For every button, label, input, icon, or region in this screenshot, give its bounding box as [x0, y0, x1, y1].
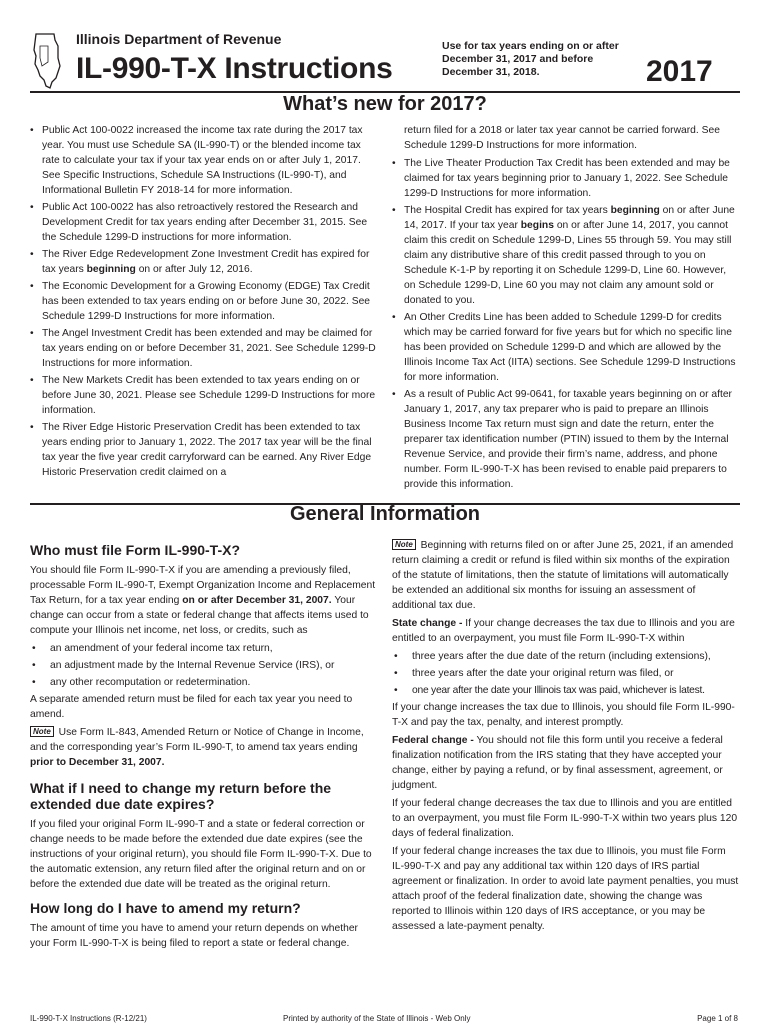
list-item: • three years after the date your original return was filed, or	[392, 666, 740, 681]
general-right-column	[392, 538, 740, 937]
note-icon: Note	[392, 539, 416, 550]
state-change-paragraph: State change - If your change decreases the tax due to Illinois and you are entitled to an overpayment, you must file Form IL-990-T-X within	[392, 618, 735, 644]
federal-increase-paragraph: If your federal change increases the tax due to Illinois, you must file Form IL-990-T-X and pay any additional tax within 120 days of IRS partial agreement or finalization. In order to avoid late payment penalties, you must attach proof of the federal finalization date, showing the change was reported to Illinois within 120 days of IRS acceptance, or you may be assessed a late-payment penalty.	[392, 846, 739, 932]
tax-year: 2017	[646, 55, 713, 88]
list-item: • The River Edge Historic Preservation Credit has been extended to tax years ending prior to January 1, 2022. The 2017 tax year will be the final tax year the five year credit carryforward can be earned. Any River Edge Historic Preservation credit claimed on a	[30, 420, 378, 480]
general-left-column	[30, 536, 378, 954]
list-item: • The Live Theater Production Tax Credit has been extended and may be claimed for tax years beginning prior to January 1, 2022. See Schedule 1299-D Instructions for more information.	[392, 156, 740, 201]
whats-new-left-column	[30, 123, 378, 482]
list-item: • any other recomputation or redetermination.	[30, 675, 378, 690]
list-item: • An Other Credits Line has been added to Schedule 1299-D for credits which may be carried forward for five years but for which no specific line has been provided on Schedule 1299-D and which are allowed by the Illinois Income Tax Act (IITA) sections. See Schedule 1299-D Instructions for more information.	[392, 310, 740, 385]
general-information-heading: General Information	[289, 503, 481, 525]
state-increase-paragraph: If your change increases the tax due to Illinois, you should file Form IL-990-T-X and pay the tax, penalty, and interest promptly.	[392, 702, 735, 728]
list-item: • an adjustment made by the Internal Revenue Service (IRS), or	[30, 658, 378, 673]
change-paragraph: If you filed your original Form IL-990-T and a state or federal correction or change needs to be made before the extended due date expires (see the instructions of your original return), you should file Form IL-990-T-X. Due to the automatic extension, any return filed after the original return and on or before the extended due date will be treated as the original return.	[30, 819, 372, 890]
federal-decrease-paragraph: If your federal change decreases the tax due to Illinois and you are entitled to an overpayment, you must file Form IL-990-T-X within two years plus 120 days of federal finalization.	[392, 798, 738, 839]
list-item: • The Hospital Credit has expired for tax years beginning on or after June 14, 2017. If your tax year begins on or after June 14, 2017, you cannot claim this credit on Schedule 1299-D, Lines 55 through 59. You may still claim any distributive share of this credit passed through to you on Schedule K-1-P by reporting it on Schedule 1299-D, Line 60. However, on Schedule 1299-D, Line 60 you may not claim any amount sold or donated to you.	[392, 203, 740, 308]
list-item: • The River Edge Redevelopment Zone Investment Credit has expired for tax years beginning on or after July 12, 2016.	[30, 247, 378, 277]
list-item: • Public Act 100-0022 increased the income tax rate during the 2017 tax year. You must use Schedule SA (IL-990-T) or the blended income tax rate to calculate your tax if your tax year ends on or after July 1, 2017. See Specific Instructions, Schedule SA Instructions (IL-990-T), and Informational Bulletin FY 2018-14 for more information.	[30, 123, 378, 198]
separate-return-paragraph: A separate amended return must be filed for each tax year you need to amend.	[30, 694, 353, 720]
page-number: Page 1 of 8	[697, 1014, 738, 1023]
page-title: IL-990-T-X Instructions	[76, 52, 393, 85]
department-name: Illinois Department of Revenue	[76, 31, 282, 47]
whats-new-heading: What’s new for 2017?	[283, 93, 487, 115]
who-must-file-heading: Who must file Form IL-990-T-X?	[30, 542, 241, 558]
list-item: • As a result of Public Act 99-0641, for taxable years beginning on or after January 1, 2017, any tax preparer who is paid to prepare an Illinois Business Income Tax return must sign and date the return, enter the preparer tax identification number (PTIN) issued to them by the Internal Revenue Service, and provide their firm’s name, address, and phone number. Form IL-990-T-X has been revised to enable paid preparers to provide this information.	[392, 387, 740, 492]
how-long-heading: How long do I have to amend my return?	[30, 900, 301, 916]
change-before-due-heading: What if I need to change my return before the extended due date expires?	[30, 780, 332, 812]
list-item: • The Economic Development for a Growing Economy (EDGE) Tax Credit has been extended to tax years ending on or before June 30, 2022. See Schedule 1299-D Instructions for more information.	[30, 279, 378, 324]
tax-year-note: Use for tax years ending on or after December 31, 2017 and before December 31, 2018.	[442, 40, 619, 78]
note-paragraph: Note Use Form IL-843, Amended Return or Notice of Change in Income, and the corresponding year’s Form IL-990-T, to amend tax years ending prior to December 31, 2007.	[30, 727, 364, 768]
list-item: • three years after the due date of the return (including extensions),	[392, 649, 740, 664]
how-long-paragraph: The amount of time you have to amend your return depends on whether your Form IL-990-T-X is being filed to report a state or federal change.	[30, 923, 358, 949]
federal-change-paragraph: Federal change - You should not file this form until you receive a federal finalization notification from the IRS stating that they have accepted your change, either by paying a refund, or by final assessment, agreement, or judgment.	[392, 735, 723, 791]
who-paragraph: You should file Form IL-990-T-X if you are amending a previously filed, processable Form IL-990-T, Exempt Organization Income and Replacement Tax Return, for a tax year ending on or after December 31, 2007. Your change can occur from a state or federal change that affects items used to compute your Illinois net income, net loss, or credits, such as	[30, 565, 376, 636]
note-icon: Note	[30, 726, 54, 737]
form-id: IL-990-T-X Instructions (R-12/21)	[30, 1014, 147, 1023]
list-item: • The New Markets Credit has been extended to tax years ending on or before June 30, 2021. Please see Schedule 1299-D Instructions for more information.	[30, 373, 378, 418]
whats-new-right-column	[392, 123, 740, 494]
note-paragraph: Note Beginning with returns filed on or after June 25, 2021, if an amended return claiming a credit or refund is filed within six months of the expiration of the statute of limitations, then the statute of limitations will automatically be extended an additional six months for issuing an assessment of additional tax due.	[392, 540, 734, 611]
list-item: • Public Act 100-0022 has also retroactively restored the Research and Development Credit for tax years ending after December 31, 2015. See the Schedule 1299-D instructions for more information.	[30, 200, 378, 245]
authority-statement: Printed by authority of the State of Illinois - Web Only	[283, 1014, 471, 1023]
continued-text: return filed for a 2018 or later tax year cannot be carried forward. See Schedule 1299-D Instructions for more information.	[404, 125, 720, 151]
list-item: • an amendment of your federal income tax return,	[30, 641, 378, 656]
illinois-state-logo	[32, 32, 62, 90]
list-item: • The Angel Investment Credit has been extended and may be claimed for tax years ending on or before December 31, 2021. See Schedule 1299-D Instructions for more information.	[30, 326, 378, 371]
list-item: • one year after the date your Illinois tax was paid, whichever is latest.	[392, 683, 740, 698]
